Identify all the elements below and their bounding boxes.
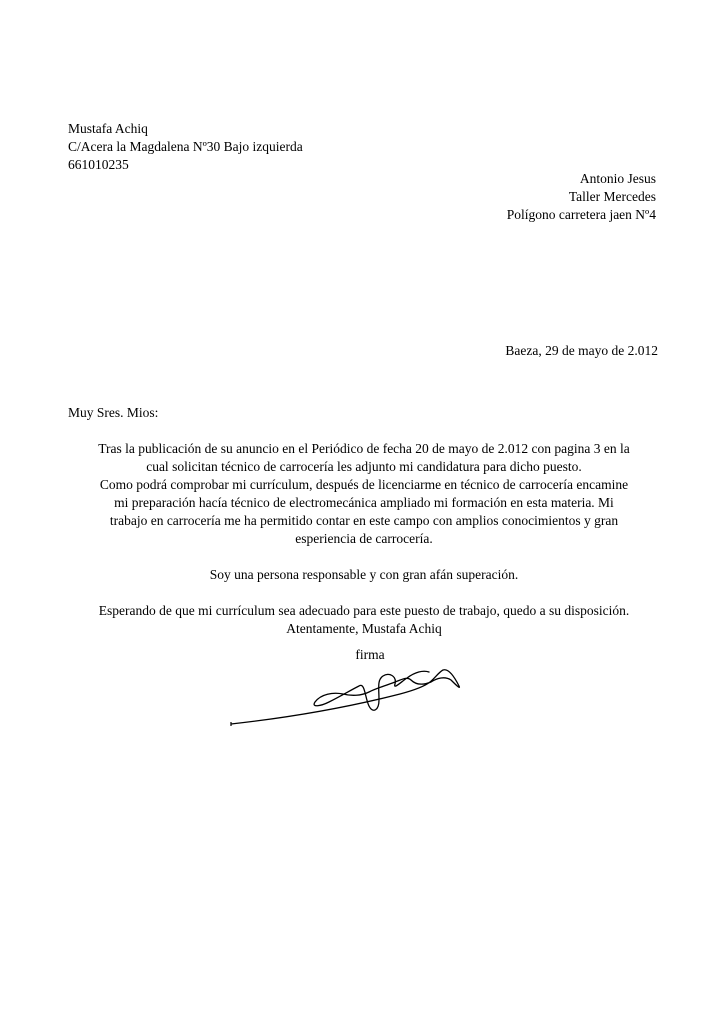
recipient-company: Taller Mercedes xyxy=(568,189,656,204)
salutation: Muy Sres. Mios: xyxy=(68,405,159,420)
body-line: trabajo en carrocería me ha permitido contar en este campo con amplios conocimientos y gran xyxy=(109,513,619,528)
body-line: Tras la publicación de su anuncio en el Periódico de fecha 20 de mayo de 2.012 con pagina 3 en la xyxy=(98,441,630,456)
body-paragraph xyxy=(68,440,660,548)
handwritten-signature-icon xyxy=(225,658,475,733)
signature-label: firma xyxy=(355,647,385,662)
statement-line: Soy una persona responsable y con gran afán superación. xyxy=(209,567,519,582)
sender-address: C/Acera la Magdalena Nº30 Bajo izquierda xyxy=(68,139,303,154)
letter-body xyxy=(68,440,660,638)
date-line: Baeza, 29 de mayo de 2.012 xyxy=(505,343,658,358)
body-line: Como podrá comprobar mi currículum, después de licenciarme en técnico de carrocería encamine xyxy=(99,477,629,492)
sender-name: Mustafa Achiq xyxy=(68,121,148,136)
sign-off: Atentamente, Mustafa Achiq xyxy=(286,621,442,636)
sender-block xyxy=(68,120,468,174)
body-line: mi preparación hacía técnico de electromecánica ampliado mi formación en esta materia. Mi xyxy=(114,495,614,510)
sender-phone: 661010235 xyxy=(68,157,129,172)
body-line: esperiencia de carrocería. xyxy=(295,531,433,546)
recipient-name: Antonio Jesus xyxy=(579,171,656,186)
closing-line: Esperando de que mi currículum sea adecuado para este puesto de trabajo, quedo a su disposición. xyxy=(98,603,630,618)
body-line: cual solicitan técnico de carrocería les adjunto mi candidatura para dicho puesto. xyxy=(146,459,582,474)
recipient-block xyxy=(356,170,656,224)
recipient-address: Polígono carretera jaen Nº4 xyxy=(506,207,656,222)
